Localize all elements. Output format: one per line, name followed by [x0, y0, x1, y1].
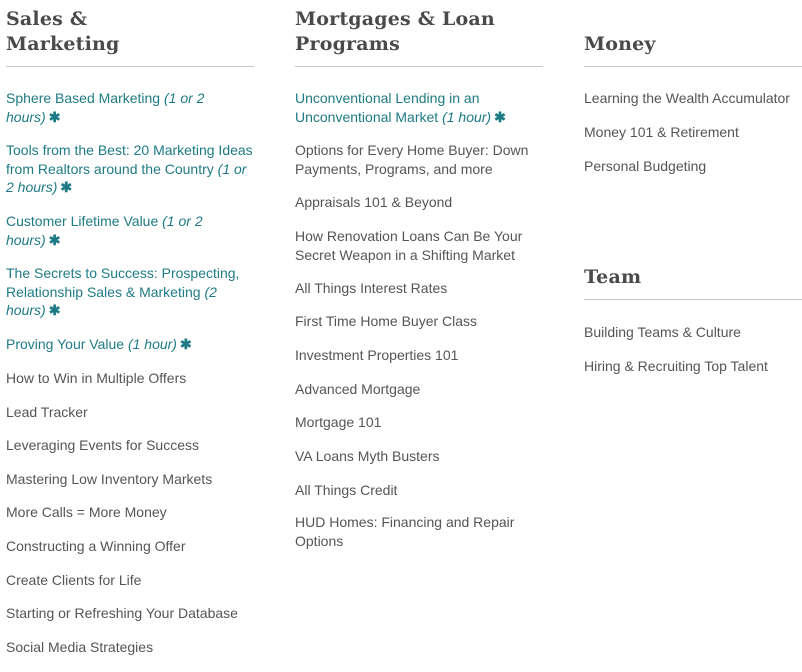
course-link[interactable]	[6, 369, 254, 388]
course-title: First Time Home Buyer Class	[295, 313, 478, 329]
course-title: Lead Tracker	[6, 404, 88, 420]
course-title: Mortgage 101	[295, 414, 382, 430]
course-title: Investment Properties 101	[295, 347, 459, 363]
course-link[interactable]	[295, 346, 543, 365]
course-link[interactable]	[295, 141, 543, 178]
featured-star-icon: ✱	[48, 108, 61, 125]
section-divider	[584, 66, 802, 67]
featured-star-icon: ✱	[494, 108, 506, 125]
course-title: Customer Lifetime Value	[6, 213, 159, 229]
course-link[interactable]	[6, 436, 254, 455]
course-link[interactable]	[6, 470, 254, 489]
course-link[interactable]	[6, 264, 254, 320]
course-link[interactable]	[584, 357, 802, 376]
column-money-team	[584, 0, 802, 672]
column-mortgages-loans	[295, 0, 543, 672]
course-title: Social Media Strategies	[6, 639, 154, 655]
course-link[interactable]	[6, 604, 254, 623]
course-link[interactable]	[6, 212, 254, 249]
course-title: Personal Budgeting	[584, 158, 707, 174]
section-heading	[295, 7, 495, 57]
section-heading: Money	[584, 33, 656, 55]
course-title: Tools from the Best: 20 Marketing Ideas from Realtors around the Country	[6, 142, 253, 177]
course-title: The Secrets to Success: Prospecting, Relationship Sales & Marketing	[6, 265, 240, 300]
heading-line: Marketing	[6, 33, 120, 55]
course-title: Constructing a Winning Offer	[6, 538, 186, 554]
section-divider	[6, 66, 254, 67]
course-link[interactable]	[584, 89, 802, 108]
course-link[interactable]	[295, 481, 543, 500]
course-title: VA Loans Myth Busters	[295, 448, 440, 464]
course-link[interactable]	[295, 279, 543, 298]
section-heading	[6, 7, 120, 57]
column-sales-marketing	[6, 0, 254, 672]
course-duration: (1 or 2 hours)	[6, 90, 205, 125]
course-link[interactable]	[584, 123, 802, 142]
course-title: Money 101 & Retirement	[584, 124, 739, 140]
course-link[interactable]	[295, 380, 543, 399]
featured-star-icon: ✱	[179, 336, 192, 352]
course-link[interactable]	[6, 141, 254, 197]
course-link[interactable]	[6, 89, 254, 126]
featured-star-icon: ✱	[48, 231, 61, 248]
course-title: Building Teams & Culture	[584, 324, 741, 340]
course-duration: (1 or 2 hours)	[6, 213, 203, 248]
course-title: Options for Every Home Buyer: Down Payments, Programs, and more	[295, 142, 529, 177]
course-link[interactable]	[6, 403, 254, 422]
course-title: All Things Credit	[295, 482, 398, 498]
course-link[interactable]	[295, 513, 543, 550]
course-title: Learning the Wealth Accumulator	[584, 90, 790, 106]
course-duration: (1 or 2 hours)	[6, 160, 247, 195]
course-title: More Calls = More Money	[6, 504, 167, 520]
course-title: Hiring & Recruiting Top Talent	[584, 358, 768, 374]
course-title: Appraisals 101 & Beyond	[295, 194, 453, 210]
course-link[interactable]	[295, 89, 543, 126]
course-title: How Renovation Loans Can Be Your Secret Weapon in a Shifting Market	[295, 228, 523, 263]
course-link[interactable]	[584, 323, 802, 342]
course-title: Starting or Refreshing Your Database	[6, 605, 238, 621]
course-link[interactable]	[295, 193, 543, 212]
course-link[interactable]	[295, 447, 543, 466]
course-link[interactable]	[6, 335, 254, 354]
course-title: How to Win in Multiple Offers	[6, 370, 187, 386]
section-divider	[584, 299, 802, 300]
heading-line: Programs	[295, 33, 400, 55]
course-title: Create Clients for Life	[6, 572, 142, 588]
course-link[interactable]	[295, 227, 543, 264]
course-title: All Things Interest Rates	[295, 280, 448, 296]
course-title: Sphere Based Marketing	[6, 90, 161, 106]
course-duration: (2 hours)	[6, 283, 217, 318]
course-link[interactable]	[295, 312, 543, 331]
featured-star-icon: ✱	[48, 302, 61, 318]
course-title: Advanced Mortgage	[295, 381, 421, 397]
course-link[interactable]	[6, 571, 254, 590]
course-link[interactable]	[6, 638, 254, 657]
heading-line: Sales &	[6, 8, 88, 30]
course-title: Unconventional Lending in an Unconventional Market	[295, 90, 480, 125]
section-heading: Team	[584, 266, 642, 288]
course-title: Leveraging Events for Success	[6, 437, 199, 453]
featured-star-icon: ✱	[60, 179, 73, 195]
course-link[interactable]	[295, 413, 543, 432]
course-link[interactable]	[6, 537, 254, 556]
course-title: Mastering Low Inventory Markets	[6, 471, 213, 487]
course-title: HUD Homes: Financing and Repair Options	[295, 514, 515, 549]
course-link[interactable]	[6, 503, 254, 522]
course-title: Proving Your Value	[6, 336, 125, 352]
section-divider	[295, 66, 543, 67]
course-link[interactable]	[584, 157, 802, 176]
course-duration: (1 hour)	[127, 336, 177, 352]
heading-line: Mortgages & Loan	[295, 8, 495, 30]
course-duration: (1 hour)	[442, 108, 492, 125]
